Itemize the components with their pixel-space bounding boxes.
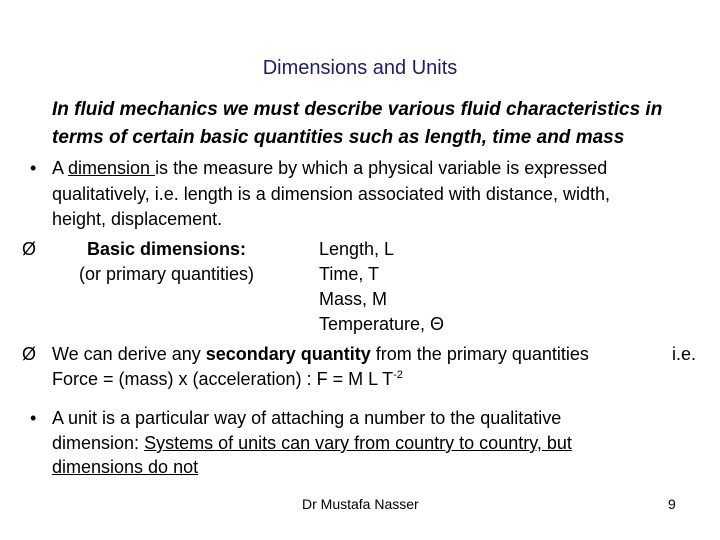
slide-title: Dimensions and Units	[262, 57, 458, 79]
page-number: 9	[668, 496, 676, 512]
dimension-time: Time, T	[319, 264, 380, 284]
dimension-temperature: Temperature, Θ	[319, 314, 445, 334]
unit-def-line-1: A unit is a particular way of attaching a number to the qualitative	[52, 408, 562, 428]
footer-author: Dr Mustafa Nasser	[302, 496, 419, 512]
intro-line-2: terms of certain basic quantities such as length, time and mass	[52, 127, 625, 148]
arrow-bullet-icon: Ø	[22, 344, 37, 364]
secondary-post: from the primary quantities	[370, 344, 589, 364]
arrow-bullet-icon: Ø	[22, 239, 37, 259]
dimension-def-pre: A	[52, 158, 69, 178]
dimension-def-line-3: height, displacement.	[52, 209, 223, 229]
secondary-pre: We can derive any	[52, 344, 206, 364]
dimension-mass: Mass, M	[319, 289, 388, 309]
secondary-line-1	[52, 344, 589, 365]
bullet-dot-icon: •	[30, 158, 37, 178]
unit-def-line-2-underlined: Systems of units can vary from country to country, but	[144, 433, 572, 453]
bullet-dot-icon: •	[30, 408, 37, 428]
secondary-ie: i.e.	[672, 344, 697, 364]
intro-line-1: In fluid mechanics we must describe various fluid characteristics in	[52, 99, 663, 120]
unit-def-line-2-pre: dimension:	[52, 433, 145, 453]
dimension-length: Length, L	[319, 239, 395, 259]
force-formula-text: Force = (mass) x (acceleration) : F = M L T	[52, 369, 394, 389]
unit-def-line-3	[52, 457, 198, 478]
dimension-def-line-1	[52, 158, 607, 179]
force-exponent: -2	[393, 369, 403, 381]
unit-def-line-2	[52, 433, 572, 454]
force-formula	[52, 369, 403, 390]
dimension-term: dimension	[68, 158, 156, 178]
secondary-quantity-term: secondary quantity	[205, 344, 371, 364]
unit-def-line-3-underlined: dimensions do not	[52, 457, 199, 477]
primary-quantities-label: (or primary quantities)	[79, 264, 255, 284]
dimension-def-rest: is the measure by which a physical variable is expressed	[155, 158, 608, 178]
basic-dimensions-label: Basic dimensions:	[87, 239, 247, 259]
dimension-def-line-2: qualitatively, i.e. length is a dimension associated with distance, width,	[52, 184, 610, 204]
